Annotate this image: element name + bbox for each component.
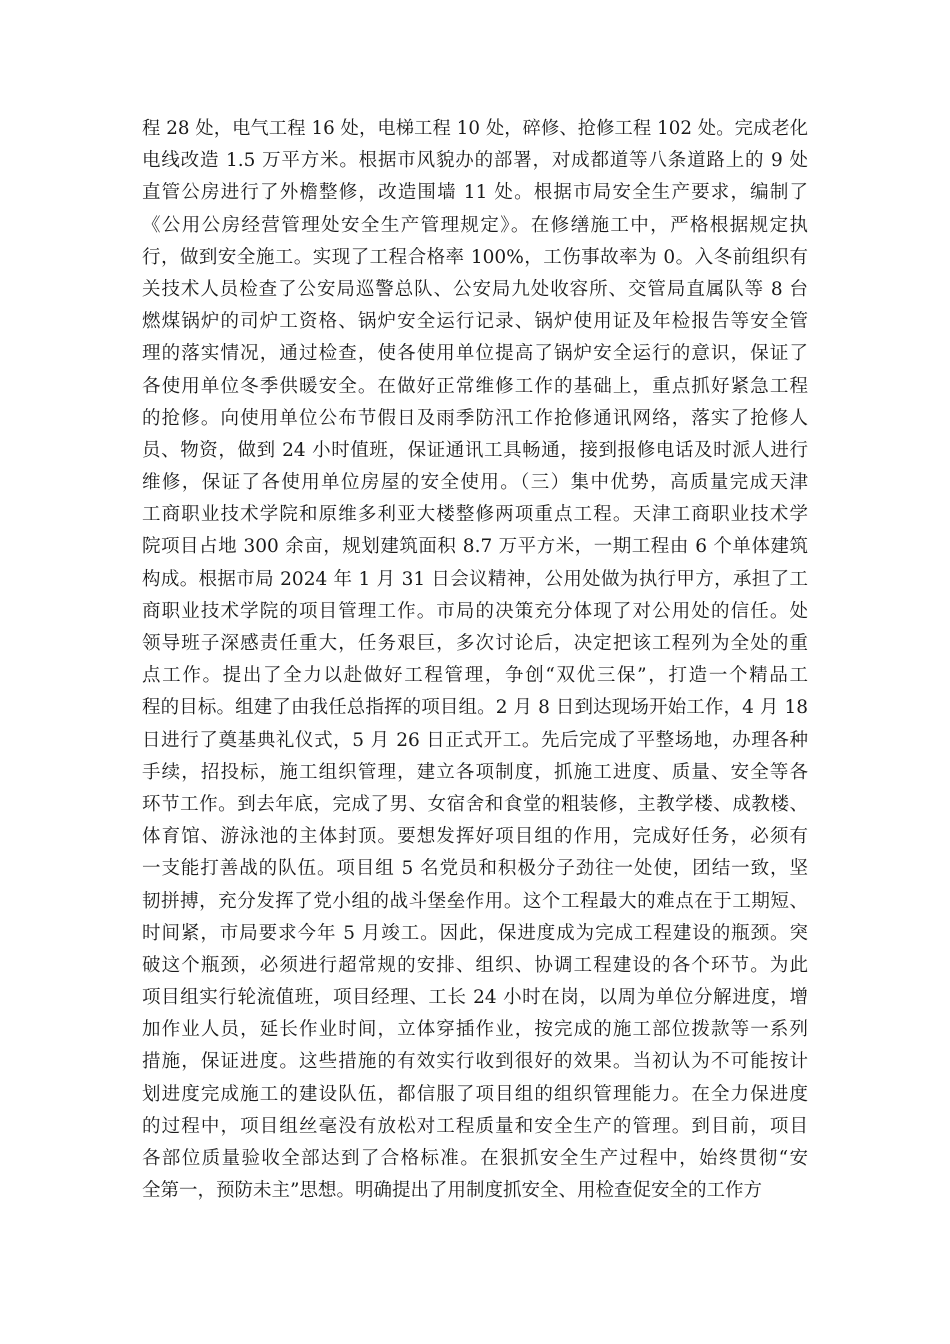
text-line: 点工作。提出了全力以赴做好工程管理，争创“双优三保”，打造一个精品工 xyxy=(142,665,808,687)
text-line: 破这个瓶颈，必须进行超常规的安排、组织、协调工程建设的各个环节。为此 xyxy=(142,954,808,976)
text-line: 加作业人员，延长作业时间，立体穿插作业，按完成的施工部位拨款等一系列 xyxy=(142,1019,808,1041)
text-line: 手续，招投标，施工组织管理，建立各项制度，抓施工进度、质量、安全等各 xyxy=(142,761,808,783)
text-line: 构成。根据市局 2024 年 1 月 31 日会议精神，公用处做为执行甲方，承担了工 xyxy=(142,568,808,590)
text-line: 程 28 处，电气工程 16 处，电梯工程 10 处，碎修、抢修工程 102 处。完成老化 xyxy=(142,118,808,139)
text-line: 程的目标。组建了由我任总指挥的项目组。2 月 8 日到达现场开始工作，4 月 18 xyxy=(142,697,808,719)
text-line: 的过程中，项目组丝毫没有放松对工程质量和安全生产的管理。到目前，项目 xyxy=(142,1115,808,1137)
text-line: 韧拼搏，充分发挥了党小组的战斗堡垒作用。这个工程最大的难点在于工期短、 xyxy=(142,890,808,912)
text-line: 项目组实行轮流值班，项目经理、工长 24 小时在岗，以周为单位分解进度，增 xyxy=(142,987,808,1009)
text-line: 领导班子深感责任重大，任务艰巨，多次讨论后，决定把该工程列为全处的重 xyxy=(142,633,808,654)
text-line: 全第一，预防未主”思想。明确提出了用制度抓安全、用检查促安全的工作方 xyxy=(142,1180,762,1202)
text-line: 直管公房进行了外檐整修，改造围墙 11 处。根据市局安全生产要求，编制了 xyxy=(142,182,808,204)
text-line: 各部位质量验收全部达到了合格标准。在狠抓安全生产过程中，始终贯彻“安 xyxy=(142,1148,808,1169)
text-line: 员、物资，做到 24 小时值班，保证通讯工具畅通，接到报修电话及时派人进行 xyxy=(142,439,808,461)
text-line: 关技术人员检查了公安局巡警总队、公安局九处收容所、交管局直属队等 8 台 xyxy=(142,278,808,300)
text-line: 维修，保证了各使用单位房屋的安全使用。（三）集中优势，高质量完成天津 xyxy=(142,472,808,494)
text-line: 电线改造 1.5 万平方米。根据市风貌办的部署，对成都道等八条道路上的 9 处 xyxy=(142,150,808,172)
text-line: 燃煤锅炉的司炉工资格、锅炉安全运行记录、锅炉使用证及年检报告等安全管 xyxy=(142,311,808,333)
text-line: 划进度完成施工的建设队伍，都信服了项目组的组织管理能力。在全力保进度 xyxy=(142,1083,808,1105)
text-line: 体育馆、游泳池的主体封顶。要想发挥好项目组的作用，完成好任务，必须有 xyxy=(142,826,808,848)
text-line: 工商职业技术学院和原维多利亚大楼整修两项重点工程。天津工商职业技术学 xyxy=(142,504,808,526)
text-line: 措施，保证进度。这些措施的有效实行收到很好的效果。当初认为不可能按计 xyxy=(142,1051,808,1073)
text-line: 理的落实情况，通过检查，使各使用单位提高了锅炉安全运行的意识，保证了 xyxy=(142,343,808,365)
text-line: 的抢修。向使用单位公布节假日及雨季防汛工作抢修通讯网络，落实了抢修人 xyxy=(142,407,808,429)
text-line: 商职业技术学院的项目管理工作。市局的决策充分体现了对公用处的信任。处 xyxy=(142,600,808,622)
document-body xyxy=(142,113,808,1207)
text-line: 各使用单位冬季供暖安全。在做好正常维修工作的基础上，重点抓好紧急工程 xyxy=(142,375,808,397)
text-line: 《公用公房经营管理处安全生产管理规定》。在修缮施工中，严格根据规定执 xyxy=(142,214,808,236)
text-line: 时间紧，市局要求今年 5 月竣工。因此，保进度成为完成工程建设的瓶颈。突 xyxy=(142,922,808,944)
text-line: 一支能打善战的队伍。项目组 5 名党员和积极分子劲往一处使，团结一致，坚 xyxy=(142,858,808,880)
text-line: 院项目占地 300 余亩，规划建筑面积 8.7 万平方米，一期工程由 6 个单体建筑 xyxy=(142,536,808,558)
text-line: 日进行了奠基典礼仪式，5 月 26 日正式开工。先后完成了平整场地，办理各种 xyxy=(142,729,808,751)
text-line: 行，做到安全施工。实现了工程合格率 100%，工伤事故率为 0。入冬前组织有 xyxy=(142,246,808,268)
text-line: 环节工作。到去年底，完成了男、女宿舍和食堂的粗装修，主教学楼、成教楼、 xyxy=(142,793,808,815)
